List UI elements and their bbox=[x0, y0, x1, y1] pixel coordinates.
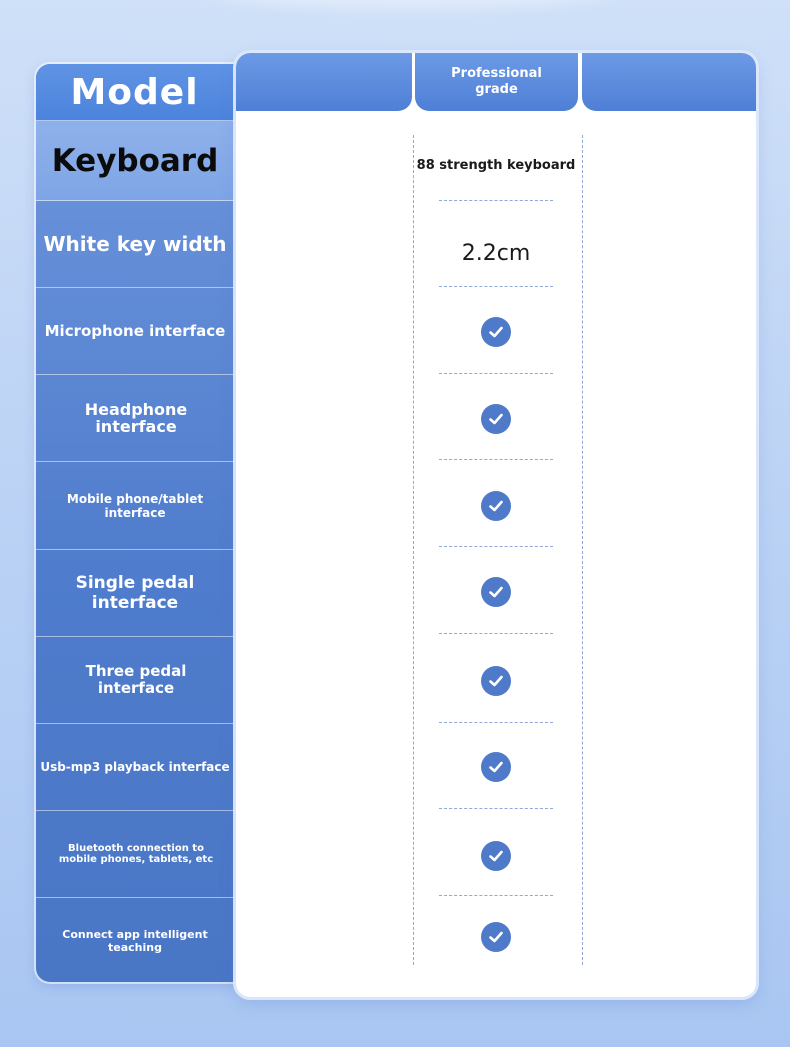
top-decoration bbox=[200, 0, 620, 10]
row-divider bbox=[439, 459, 553, 460]
row-divider bbox=[439, 200, 553, 201]
spec-value-panel bbox=[236, 53, 756, 997]
check-icon bbox=[481, 841, 511, 871]
value-keyboard-text: 88 strength keyboard bbox=[416, 157, 576, 173]
check-icon bbox=[481, 666, 511, 696]
column-divider-left bbox=[413, 135, 414, 965]
header-segment-right bbox=[582, 53, 756, 111]
row-label-keyboard: Keyboard bbox=[36, 121, 236, 201]
spec-label-column bbox=[36, 64, 251, 982]
row-label-bluetooth: Bluetooth connection to mobile phones, tablets, etc bbox=[36, 811, 236, 898]
value-headphone bbox=[436, 402, 556, 436]
row-divider bbox=[439, 546, 553, 547]
row-label-usb-mp3: Usb-mp3 playback interface bbox=[36, 724, 236, 811]
row-divider bbox=[439, 633, 553, 634]
value-usb-mp3 bbox=[436, 750, 556, 784]
panel-header bbox=[236, 53, 756, 111]
value-white-key-width-text: 2.2cm bbox=[461, 240, 531, 266]
check-icon bbox=[481, 577, 511, 607]
row-divider bbox=[439, 895, 553, 896]
row-label-app-teaching: Connect app intelligent teaching bbox=[62, 927, 208, 954]
column-divider-right bbox=[582, 135, 583, 965]
row-label-single-pedal: Single pedal interface bbox=[36, 550, 236, 637]
row-label-white-key-width: White key width bbox=[36, 201, 236, 288]
check-icon bbox=[481, 922, 511, 952]
row-label-three-pedal: Three pedal interface bbox=[36, 637, 236, 724]
column-title-text: Professional grade bbox=[451, 66, 542, 97]
value-mobile-tablet bbox=[436, 489, 556, 523]
value-microphone bbox=[436, 315, 556, 349]
row-divider bbox=[439, 808, 553, 809]
check-icon bbox=[481, 752, 511, 782]
check-icon bbox=[481, 404, 511, 434]
row-label-microphone: Microphone interface bbox=[36, 288, 236, 375]
check-icon bbox=[481, 317, 511, 347]
value-keyboard bbox=[416, 145, 576, 185]
row-divider bbox=[439, 373, 553, 374]
value-white-key-width bbox=[436, 233, 556, 273]
value-single-pedal bbox=[436, 575, 556, 609]
header-segment-left bbox=[236, 53, 412, 111]
value-three-pedal bbox=[436, 664, 556, 698]
value-bluetooth bbox=[436, 839, 556, 873]
row-label-headphone: Headphone interface bbox=[36, 375, 236, 462]
row-divider bbox=[439, 722, 553, 723]
check-icon bbox=[481, 491, 511, 521]
model-header bbox=[36, 64, 251, 121]
row-divider bbox=[439, 286, 553, 287]
row-label-mobile-tablet: Mobile phone/tablet interface bbox=[36, 462, 236, 550]
value-app-teaching bbox=[436, 920, 556, 954]
column-title bbox=[415, 53, 578, 111]
model-label: Model bbox=[70, 71, 199, 113]
